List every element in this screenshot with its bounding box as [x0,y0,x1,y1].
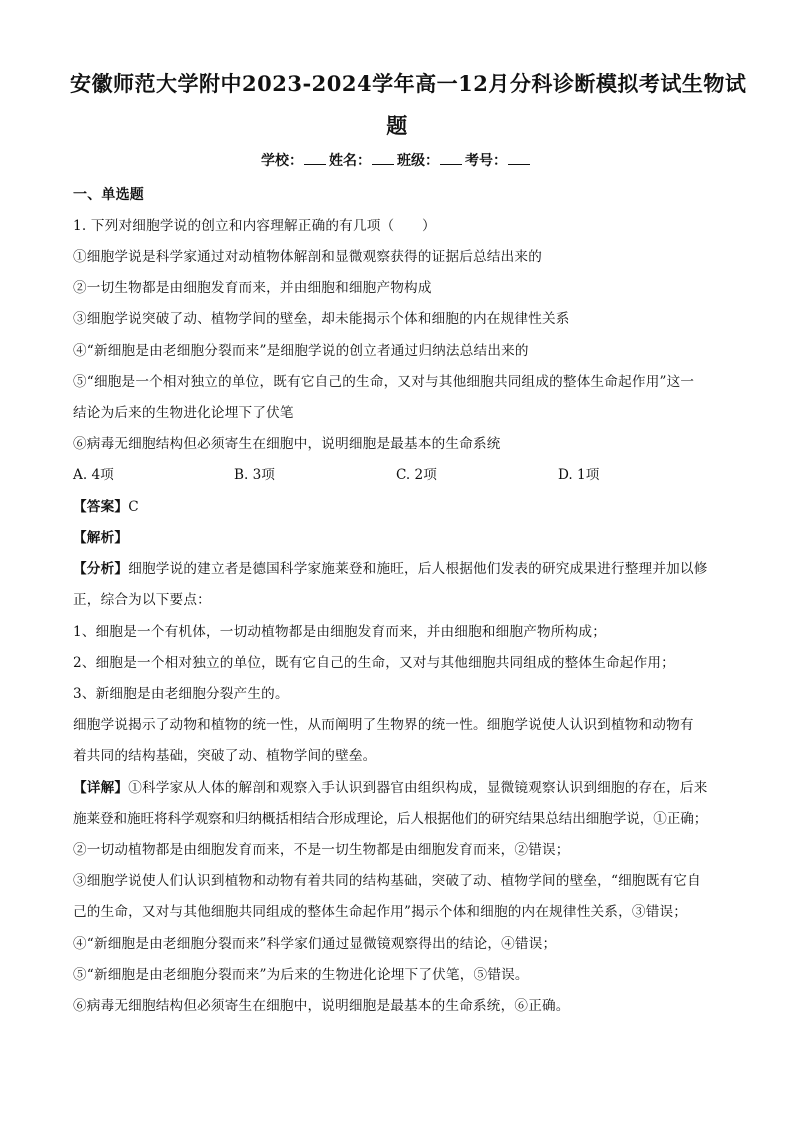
school-label: 学校： [261,153,303,169]
option-c: C. 2项 [396,467,437,483]
fenxi-text-continued: 正，综合为以下要点： [73,592,211,608]
fenxi-text: 细胞学说的建立者是德国科学家施莱登和施旺，后人根据他们发表的研究成果进行整理并加以修 [128,561,708,577]
detail-label: 【详解】 [73,780,129,796]
option-a: A. 4项 [73,467,114,483]
question-item: ⑥病毒无细胞结构但必须寄生在细胞中，说明细胞是最基本的生命系统 [73,436,501,452]
detail-text: ⑤“新细胞是由老细胞分裂而来”为后来的生物进化论埋下了伏笔，⑤错误。 [73,967,529,983]
fenxi-point: 2、细胞是一个相对独立的单位，既有它自己的生命，又对与其他细胞共同组成的整体生命起作用； [73,655,675,671]
fenxi-summary: 细胞学说揭示了动物和植物的统一性，从而阐明了生物界的统一性。细胞学说使人认识到植物和动物有 [73,717,694,733]
detail-text: ⑥病毒无细胞结构但必须寄生在细胞中，说明细胞是最基本的生命系统，⑥正确。 [73,998,570,1014]
question-item: ⑤“细胞是一个相对独立的单位，既有它自己的生命，又对与其他细胞共同组成的整体生命起作用”这一 [73,374,695,390]
answer-label: 【答案】 [73,499,129,515]
detail-text: 施莱登和施旺将科学观察和归纳概括相结合形成理论，后人根据他们的研究结果总结出细胞学说，①正确； [73,811,708,827]
exam-no-label: 考号： [465,153,507,169]
class-blank [440,152,462,165]
answer-line [73,495,139,515]
detail-text: ④“新细胞是由老细胞分裂而来”科学家们通过显微镜观察得出的结论，④错误； [73,936,557,952]
exam-no-blank [508,152,530,165]
name-label: 姓名： [329,153,371,169]
question-item: ③细胞学说突破了动、植物学间的壁垒，却未能揭示个体和细胞的内在规律性关系 [73,311,570,327]
answer-value: C [128,499,139,515]
question-item: ②一切生物都是由细胞发育而来，并由细胞和细胞产物构成 [73,280,432,296]
school-blank [304,152,326,165]
detail-text: ③细胞学说使人们认识到植物和动物有着共同的结构基础，突破了动、植物学间的壁垒，“细胞既有它自 [73,873,701,889]
fenxi-point: 1、细胞是一个有机体，一切动植物都是由细胞发育而来，并由细胞和细胞产物所构成； [73,624,607,640]
detail-text: ②一切动植物都是由细胞发育而来，不是一切生物都是由细胞发育而来，②错误； [73,842,570,858]
question-stem: 1. 下列对细胞学说的创立和内容理解正确的有几项（ ） [73,218,436,234]
name-blank [372,152,394,165]
page-title-continued: 题 [386,113,408,138]
page-title: 安徽师范大学附中2023-2024学年高一12月分科诊断模拟考试生物试 [70,71,747,96]
fenxi-point: 3、新细胞是由老细胞分裂产生的。 [73,686,289,702]
student-info-line [0,150,794,170]
section-heading: 一、单选题 [73,187,144,203]
question-item: 结论为后来的生物进化论埋下了伏笔 [73,405,294,421]
question-item: ④“新细胞是由老细胞分裂而来”是细胞学说的创立者通过归纳法总结出来的 [73,343,529,359]
option-d: D. 1项 [558,467,600,483]
fenxi-label: 【分析】 [73,561,129,577]
detail-line [73,776,708,796]
fenxi-line [73,557,708,577]
detail-text: ①科学家从人体的解剖和观察入手认识到器官由组织构成，显微镜观察认识到细胞的存在，后来 [128,780,708,796]
class-label: 班级： [397,153,439,169]
analysis-label: 【解析】 [73,530,129,546]
fenxi-summary-continued: 着共同的结构基础，突破了动、植物学间的壁垒。 [73,748,377,764]
detail-text: 己的生命，又对与其他细胞共同组成的整体生命起作用”揭示个体和细胞的内在规律性关系，③错误； [73,904,688,920]
option-b: B. 3项 [234,467,275,483]
question-item: ①细胞学说是科学家通过对动植物体解剖和显微观察获得的证据后总结出来的 [73,249,542,265]
